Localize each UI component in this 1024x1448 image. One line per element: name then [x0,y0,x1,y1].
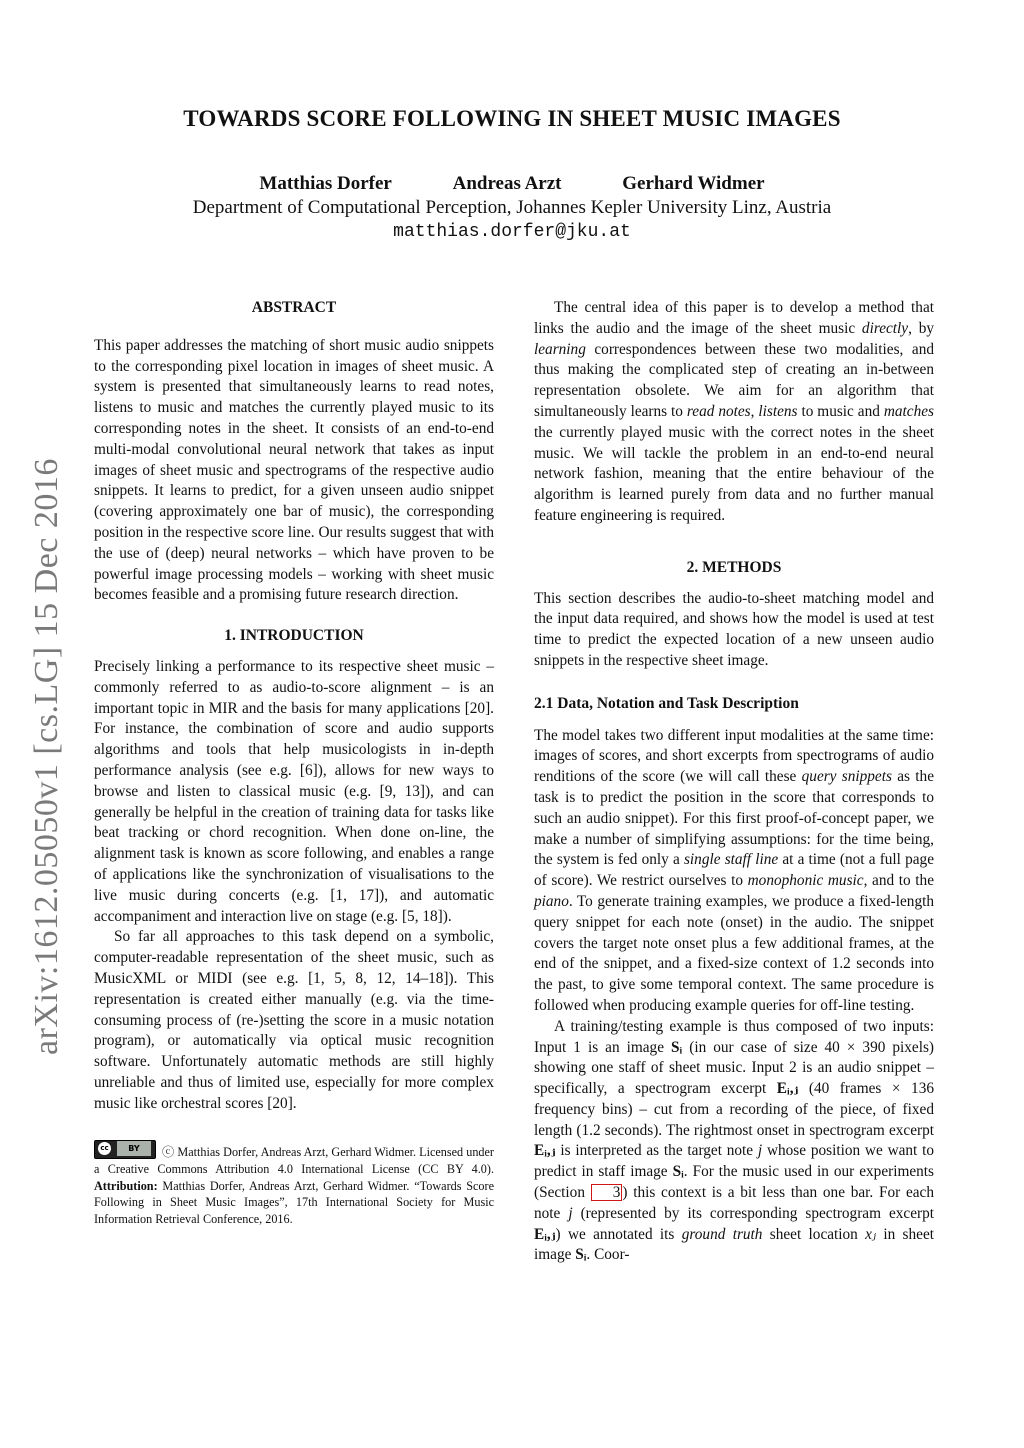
abstract-heading: ABSTRACT [251,299,337,316]
author-list [0,173,1024,195]
abstract-text: This paper addresses the matching of short music audio snippets to the corresponding pixel location in images of sheet music. A system is presented that simultaneously learns to read notes, listens to music and matches the currently played music to its corresponding notes in the sheet. It consists of an end-to-end multi-modal convolutional neural network that takes as input images of sheet music and spectrograms of the respective audio snippets. It learns to predict, for a given unseen audio snippet (covering approximately one bar of music), the corresponding position in the respective score line. Our results suggest that with the use of (deep) neural networks – which have proven to be powerful image processing models – working with sheet music becomes feasible and a promising future research direction. [94,336,494,604]
methods-paragraph: This section describes the audio-to-sheet matching model and the input data required, and shows how the model is used at test time to predict the expected location of a new unseen audio snippets in the respective sheet image. [534,589,934,669]
right-column [534,298,934,1266]
author-name: Matthias Dorfer [259,173,392,194]
copyright-text: ⓒ Matthias Dorfer, Andreas Arzt, Gerhard Widmer. Licensed under a Creative Commons Attribution 4.0 International License (CC BY 4.0). [94,1145,494,1177]
methods-paragraph: The model takes two different input modalities at the same time: images of scores, and short excerpts from spectrograms of audio renditions of the score (we will call these query snippets as the task is to predict the position in the score that corresponds to such an audio snippet). For this first proof-of-concept paper, we make a number of simplifying assumptions: for the time being, the system is fed only a single staff line at a time (not a full page of score). We restrict ourselves to monophonic music, and to the piano. To generate training examples, we produce a fixed-length query snippet for each note (onset) in the audio. The snippet covers the target note onset plus a few additional frames, at the end of the snippet, and a fixed-size context of 1.2 seconds into the past, to give some temporal context. The same procedure is followed when producing example queries for off-line testing. [534,726,934,1014]
paper-title: TOWARDS SCORE FOLLOWING IN SHEET MUSIC IMAGES [183,106,841,131]
methods-heading: 2. METHODS [686,558,782,576]
subsection-heading: 2.1 Data, Notation and Task Description [534,694,799,712]
intro-paragraph: So far all approaches to this task depend on a symbolic, computer-readable representation of the sheet music, such as MusicXML or MIDI (see e.g. [1, 5, 8, 12, 14–18]). This representation is created either manually (e.g. via the time-consuming process of (re-)setting the score in a music notation program), or automatically via optical music recognition software. Unfortunately automatic methods are still highly unreliable and thus of limited use, especially for more complex music like orchestral scores [20]. [94,928,494,1112]
intro-paragraph: Precisely linking a performance to its respective sheet music – commonly referred to as audio-to-score alignment – is an important topic in MIR and the basis for many applications [20]. For instance, the combination of score and audio supports algorithms and tools that help musicologists in in-depth performance analysis (see e.g. [6]), allows for new ways to browse and listen to classical music (e.g. [9, 13]), and can generally be helpful in the creation of training data for tasks like beat tracking or chord recognition. When done on-line, the alignment task is known as score following, and enables a range of applications like the synchronization of visualisations to the live music during concerts (e.g. [1, 17]), and automatic accompaniment and interaction live on stage (e.g. [5, 18]). [94,657,494,925]
methods-paragraph: A training/testing example is thus composed of two inputs: Input 1 is an image Sᵢ (in our case of size 40 × 390 pixels) showing one staff of sheet music. Input 2 is an audio snippet – specifically, a spectrogram excerpt Eᵢ,ⱼ (40 frames × 136 frequency bins) – cut from a recording of the piece, of fixed length (1.2 seconds). The rightmost onset in spectrogram excerpt Eᵢ,ⱼ is interpreted as the target note j whose position we want to predict in staff image Sᵢ. For the music used in our experiments (Section 3 ) this context is a bit less than one bar. For each note j (represented by its corresponding spectrogram excerpt Eᵢ,ⱼ) we annotated its ground truth sheet location xⱼ in sheet image Sᵢ. Coor- [534,1017,935,1264]
section-reference-link[interactable]: 3 [591,1184,623,1201]
author-email[interactable]: matthias.dorfer@jku.at [393,222,631,242]
cc-label: cc [98,1142,111,1155]
attribution-label: Attribution: [94,1178,158,1193]
attribution-text: Matthias Dorfer, Andreas Arzt, Gerhard Widmer. “Towards Score Following in Sheet Music Images”, 17th International Society for Music Information Retrieval Conference, 2016. [94,1178,494,1226]
author-name: Andreas Arzt [452,173,562,194]
arxiv-stamp: arXiv:1612.05050v1 [cs.LG] 15 Dec 2016 [28,458,65,1055]
intro-paragraph: The central idea of this paper is to develop a method that links the audio and the image of the sheet music directly, by learning correspondences between these two modalities, and thus making the complicated step of creating an in-between representation obsolete. We aim for an algorithm that simultaneously learns to read notes, listens to music and matches the currently played music with the correct notes in the sheet music. We will tackle the problem in an end-to-end neural network fashion, meaning that the entire behaviour of the algorithm is learned purely from data and no further manual feature engineering is required. [534,299,934,524]
left-column [94,298,494,1227]
cc-by-license-icon [94,1140,156,1159]
affiliation: Department of Computational Perception, Johannes Kepler University Linz, Austria [192,197,832,218]
copyright-footnote [94,1140,494,1227]
introduction-heading: 1. INTRODUCTION [224,627,364,645]
author-name: Gerhard Widmer [622,173,765,194]
by-label: BY [117,1141,151,1156]
